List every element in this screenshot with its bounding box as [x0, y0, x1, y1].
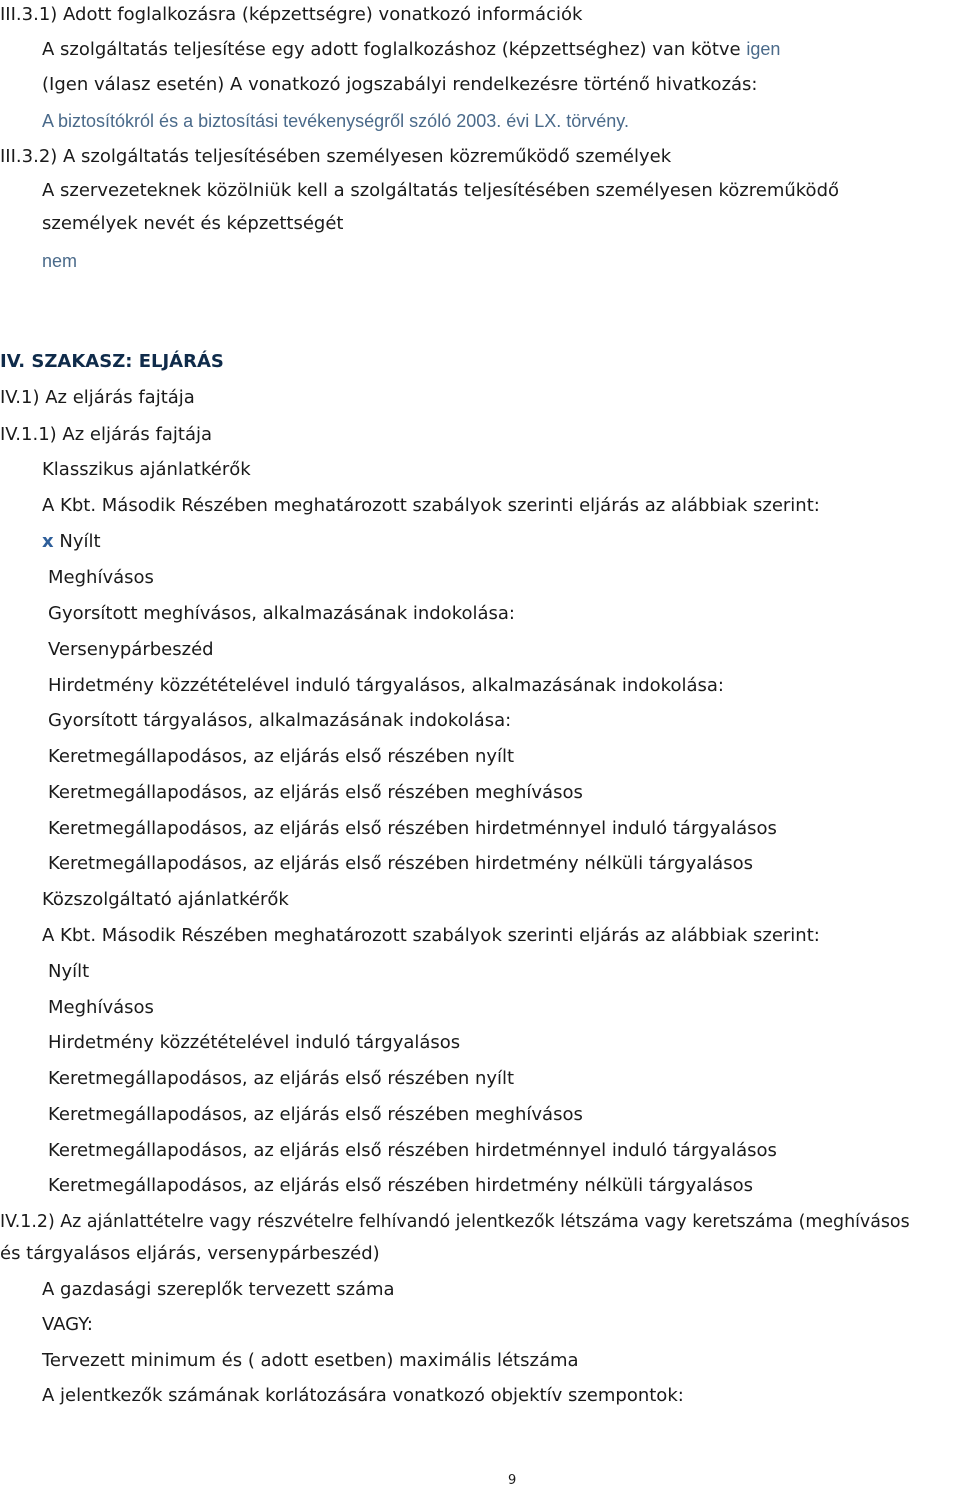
qualification-question: [42, 38, 780, 61]
utility-option: Meghívásos: [48, 997, 154, 1018]
classic-option: Keretmegállapodásos, az eljárás első részében nyílt: [48, 746, 515, 767]
section-heading-iii-3-2: III.3.2) A szolgáltatás teljesítésében személyesen közreműködő személyek: [0, 146, 672, 167]
utility-option: Keretmegállapodásos, az eljárás első részében hirdetmény nélküli tárgyalásos: [48, 1175, 753, 1196]
utility-option: Hirdetmény közzétételével induló tárgyalásos: [48, 1032, 461, 1053]
min-max-text: Tervezett minimum és ( adott esetben) maximális létszáma: [42, 1350, 579, 1371]
classic-option: Keretmegállapodásos, az eljárás első részében meghívásos: [48, 782, 583, 803]
classic-option: Keretmegállapodásos, az eljárás első részében hirdetmény nélküli tárgyalásos: [48, 853, 753, 874]
classic-option: Versenypárbeszéd: [48, 639, 214, 660]
classic-option: Hirdetmény közzétételével induló tárgyalásos, alkalmazásának indokolása:: [48, 675, 724, 696]
utility-kbt-text: A Kbt. Második Részében meghatározott szabályok szerinti eljárás az alábbiak szerint:: [42, 925, 820, 946]
utility-option: Keretmegállapodásos, az eljárás első részében hirdetménnyel induló tárgyalásos: [48, 1140, 777, 1161]
section-heading-iv-1-2-line-1: IV.1.2) Az ajánlattételre vagy részvételre felhívandó jelentkezők létszáma vagy keretszáma (meghívásos: [0, 1212, 910, 1232]
section-title-iv: IV. SZAKASZ: ELJÁRÁS: [0, 351, 224, 372]
page-number: 9: [508, 1473, 517, 1488]
classic-option-selected: [42, 531, 101, 553]
or-text: VAGY:: [42, 1314, 93, 1335]
classic-kbt-text: A Kbt. Második Részében meghatározott szabályok szerinti eljárás az alábbiak szerint:: [42, 495, 820, 516]
qualification-question-text: A szolgáltatás teljesítése egy adott foglalkozáshoz (képzettséghez) van kötve: [42, 39, 741, 60]
classic-option: Gyorsított tárgyalásos, alkalmazásának indokolása:: [48, 710, 512, 731]
objective-criteria-text: A jelentkezők számának korlátozására vonatkozó objektív szempontok:: [42, 1385, 684, 1406]
legal-reference-question: (Igen válasz esetén) A vonatkozó jogszabályi rendelkezésre történő hivatkozás:: [42, 74, 758, 95]
personnel-question-line-1: A szervezeteknek közölniük kell a szolgáltatás teljesítésében személyesen közreműködő: [42, 180, 840, 201]
utility-option: Keretmegállapodásos, az eljárás első részében meghívásos: [48, 1104, 583, 1125]
planned-number-text: A gazdasági szereplők tervezett száma: [42, 1279, 395, 1300]
section-heading-iv-1-2-line-2: és tárgyalásos eljárás, versenypárbeszéd): [0, 1243, 380, 1264]
utility-option: Keretmegállapodásos, az eljárás első részében nyílt: [48, 1068, 515, 1089]
classic-option: Keretmegállapodásos, az eljárás első részében hirdetménnyel induló tárgyalásos: [48, 818, 777, 839]
section-heading-iv-1-1: IV.1.1) Az eljárás fajtája: [0, 424, 213, 445]
utility-contracting-heading: Közszolgáltató ajánlatkérők: [42, 889, 289, 910]
utility-option: Nyílt: [48, 961, 90, 982]
personnel-question-line-2: személyek nevét és képzettségét: [42, 213, 344, 234]
classic-option: Gyorsított meghívásos, alkalmazásának indokolása:: [48, 603, 515, 624]
legal-reference-answer: A biztosítókról és a biztosítási tevékenységről szóló 2003. évi LX. törvény.: [42, 111, 629, 131]
classic-option-label: Nyílt: [59, 531, 101, 552]
classic-contracting-heading: Klasszikus ajánlatkérők: [42, 459, 251, 480]
section-heading-iii-3-1: III.3.1) Adott foglalkozásra (képzettségre) vonatkozó információk: [0, 4, 583, 25]
section-heading-iv-1: IV.1) Az eljárás fajtája: [0, 387, 195, 408]
classic-option: Meghívásos: [48, 567, 154, 588]
selected-mark: x: [42, 531, 54, 552]
qualification-answer: igen: [746, 39, 781, 59]
personnel-answer: nem: [42, 251, 78, 271]
